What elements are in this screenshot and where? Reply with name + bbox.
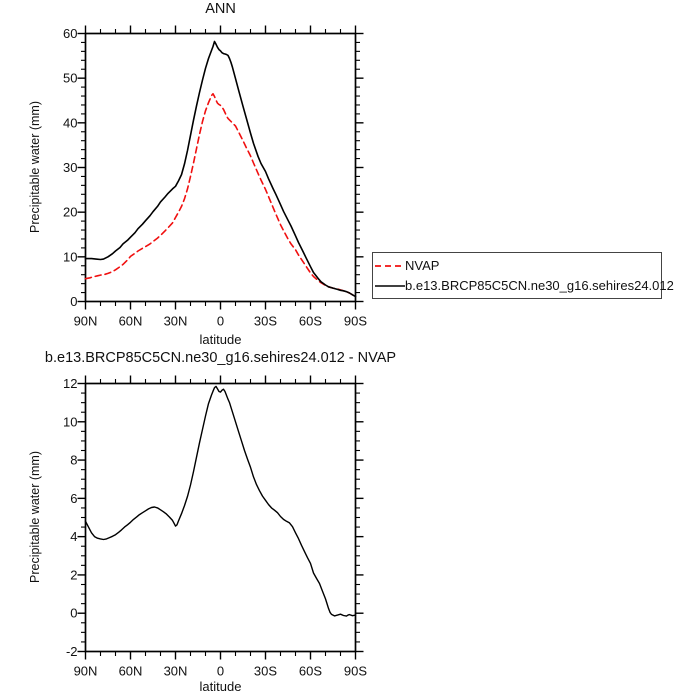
x-tick-label: 30N	[163, 313, 188, 329]
y-tick-label: 0	[70, 294, 78, 309]
y-tick-label: 0	[70, 605, 78, 621]
bottom-y-axis-title: Precipitable water (mm)	[28, 451, 42, 584]
nvap-dashed-line-sample	[375, 264, 405, 268]
x-tick-label: 90N	[73, 313, 98, 329]
legend-entry-model	[373, 276, 674, 296]
x-tick-label: 0	[216, 313, 225, 329]
x-tick-label: 60N	[118, 313, 143, 329]
x-tick-label: 30S	[253, 663, 278, 679]
y-tick-label: 10	[63, 249, 78, 265]
x-tick-label: 30N	[163, 663, 188, 679]
x-tick-label: 90S	[343, 663, 368, 679]
bottom-chart-title: b.e13.BRCP85C5CN.ne30_g16.sehires24.012 - NVAP	[44, 350, 397, 366]
y-tick-label: 20	[63, 204, 78, 220]
x-tick-label: 60N	[118, 663, 143, 679]
y-tick-label: 60	[63, 26, 78, 41]
x-tick-label: 60S	[298, 663, 323, 679]
x-tick-label: 90S	[343, 313, 368, 329]
y-tick-label: 8	[70, 452, 78, 468]
y-tick-label: -2	[65, 644, 78, 659]
curve-nvap	[86, 94, 356, 297]
x-tick-label: 90N	[73, 663, 98, 679]
legend-label-nvap: NVAP	[405, 258, 440, 273]
y-tick-label: 50	[63, 70, 78, 86]
legend-entry-nvap	[373, 256, 661, 276]
bottom-x-axis-title: latitude	[199, 679, 242, 694]
curve-diff	[86, 386, 356, 616]
legend-box	[372, 252, 674, 299]
model-solid-line-sample	[375, 284, 405, 288]
x-tick-label: 30S	[253, 313, 278, 329]
top-panel-plot	[63, 26, 367, 329]
top-y-axis-title: Precipitable water (mm)	[28, 101, 42, 234]
y-tick-label: 30	[63, 160, 78, 175]
x-tick-label: 60S	[298, 313, 323, 329]
y-tick-label: 6	[70, 490, 78, 506]
bottom-plot-frame	[86, 384, 356, 652]
y-tick-label: 4	[70, 529, 78, 545]
y-tick-label: 40	[63, 115, 78, 131]
bottom-panel-plot	[63, 376, 367, 679]
y-tick-label: 2	[70, 567, 78, 583]
y-tick-label: 12	[63, 376, 78, 391]
top-chart-title: ANN	[205, 1, 236, 17]
top-x-axis-title: latitude	[199, 332, 242, 347]
legend-label-model: b.e13.BRCP85C5CN.ne30_g16.sehires24.012	[405, 278, 674, 293]
curve-model	[86, 42, 356, 297]
y-tick-label: 10	[63, 414, 78, 430]
x-tick-label: 0	[216, 663, 225, 679]
